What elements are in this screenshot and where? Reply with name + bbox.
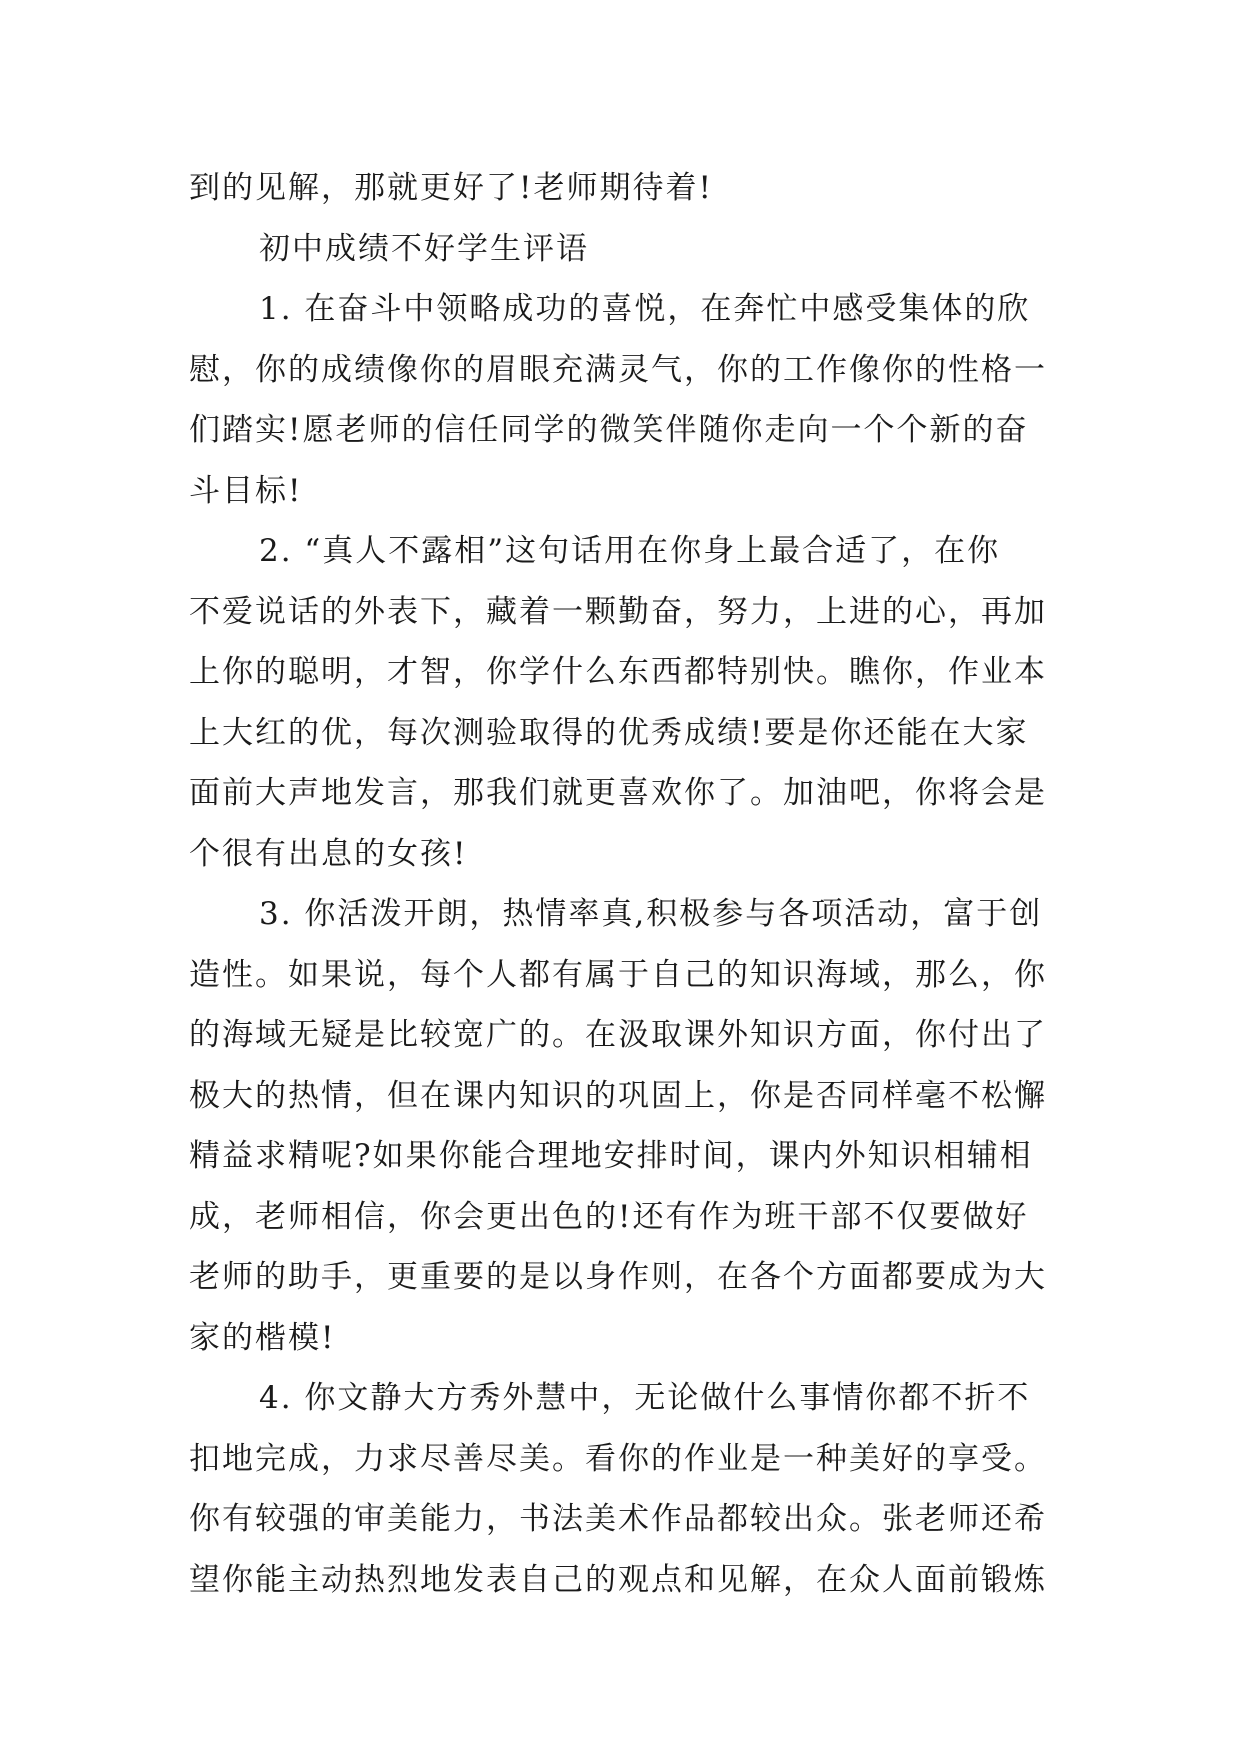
text-line: 3. 你活泼开朗，热情率真,积极参与各项活动，富于创 [259,896,1043,932]
text-line: 上大红的优，每次测验取得的优秀成绩!要是你还能在大家 [189,714,1029,751]
document-body [189,158,1069,1610]
text-line: 斗目标! [189,472,303,509]
text-line: 1. 在奋斗中领略成功的喜悦，在奔忙中感受集体的欣 [259,291,1031,327]
text-line: 个很有出息的女孩! [189,835,468,872]
text-line: 精益求精呢?如果你能合理地安排时间，课内外知识相辅相 [189,1138,1033,1174]
text-line: 慰，你的成绩像你的眉眼充满灵气，你的工作像你的性格一 [189,351,1047,388]
text-line: 极大的热情，但在课内知识的巩固上，你是否同样毫不松懈 [189,1077,1047,1114]
text-line: 你有较强的审美能力，书法美术作品都较出众。张老师还希 [189,1501,1047,1537]
text-line: 不爱说话的外表下，藏着一颗勤奋，努力，上进的心，再加 [189,593,1047,630]
text-line: 成，老师相信，你会更出色的!还有作为班干部不仅要做好 [189,1198,1029,1235]
text-line: 的海域无疑是比较宽广的。在汲取课外知识方面，你付出了 [189,1017,1047,1053]
text-line: 扣地完成，力求尽善尽美。看你的作业是一种美好的享受。 [189,1440,1047,1477]
text-line: 家的楷模! [189,1319,336,1356]
section-heading: 初中成绩不好学生评语 [259,230,589,267]
text-line: 老师的助手，更重要的是以身作则，在各个方面都要成为大 [189,1259,1047,1295]
text-line: 们踏实!愿老师的信任同学的微笑伴随你走向一个个新的奋 [189,412,1029,448]
text-line: 面前大声地发言，那我们就更喜欢你了。加油吧，你将会是 [189,775,1047,811]
text-line: 造性。如果说，每个人都有属于自己的知识海域，那么，你 [189,956,1047,993]
text-line: 2. “真人不露相”这句话用在你身上最合适了，在你 [259,533,1001,569]
text-line: 望你能主动热烈地发表自己的观点和见解，在众人面前锻炼 [189,1561,1047,1598]
text-line: 到的见解，那就更好了!老师期待着! [189,170,713,206]
text-line: 上你的聪明，才智，你学什么东西都特别快。瞧你，作业本 [189,654,1047,690]
text-line: 4. 你文静大方秀外慧中，无论做什么事情你都不折不 [259,1380,1031,1416]
